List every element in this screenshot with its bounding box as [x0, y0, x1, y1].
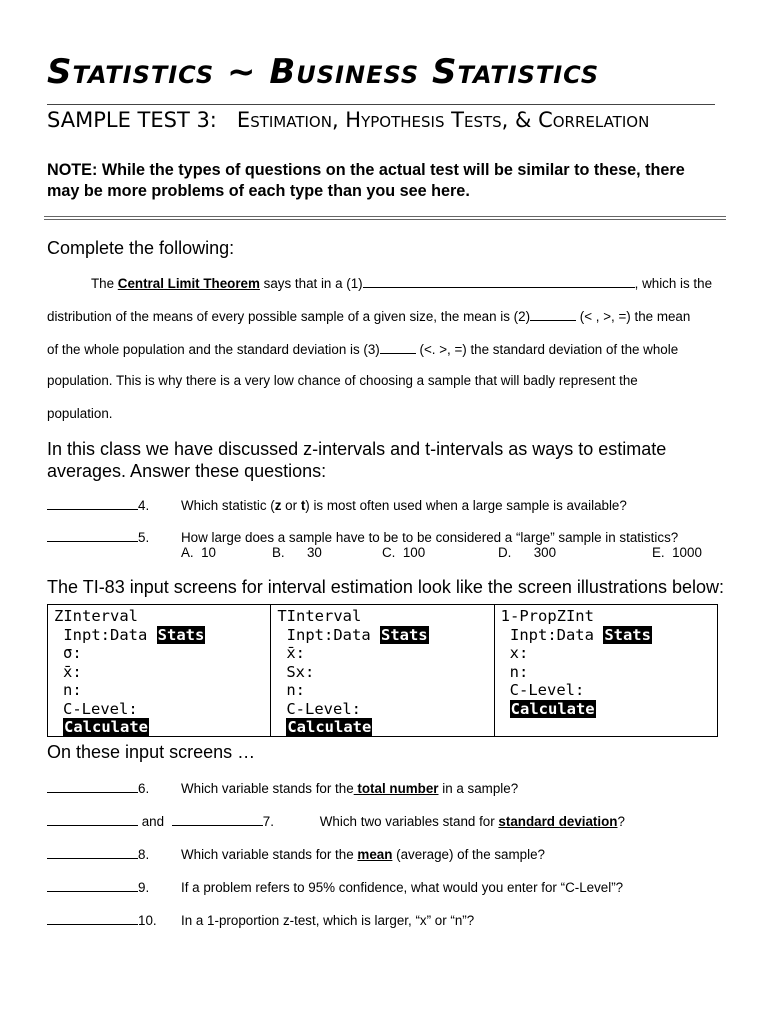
clt-text: , which is the [634, 276, 713, 291]
screen-zinterval [48, 605, 271, 736]
clt-text: (<. >, =) the standard deviation of the whole [415, 342, 679, 357]
question-text: ? [617, 814, 625, 829]
clt-text: (< , >, =) the mean [576, 309, 691, 324]
input-label: Inpt:Data [500, 625, 604, 644]
screen-line: x̄: [63, 662, 82, 681]
stats-option: Stats [157, 625, 205, 644]
calculate-option: Calculate [287, 718, 372, 736]
question-text: or [281, 498, 301, 513]
screen-line: n: [509, 662, 529, 681]
screen-line: σ: [63, 644, 82, 662]
question-5-options [181, 545, 716, 561]
clt-line-1 [91, 275, 712, 291]
clt-line-3 [47, 341, 678, 357]
clt-text: says that in a (1) [259, 276, 363, 291]
screen-line: n: [63, 681, 82, 699]
question-term: total number [353, 781, 439, 796]
answer-blank-7b[interactable] [172, 813, 263, 826]
screen-line: x̄: [286, 644, 305, 662]
section-divider [44, 216, 726, 220]
question-8 [47, 846, 545, 862]
question-number: 8. [138, 847, 150, 862]
ti83-heading: The TI-83 input screens for interval estimation look like the screen illustrations below: [47, 577, 724, 597]
screen-title: 1-PropZInt [500, 607, 594, 625]
document-subtitle [47, 108, 649, 132]
ti83-screens [47, 604, 718, 737]
question-term: mean [357, 847, 393, 862]
option-e[interactable] [652, 545, 702, 560]
question-6 [47, 780, 518, 796]
clt-text: The [91, 276, 118, 291]
question-text: Which statistic ( [181, 498, 275, 513]
screen-line [54, 626, 264, 645]
stats-option: Stats [604, 625, 651, 644]
question-text: How large does a sample have to be to be considered a “large” sample in statistics? [181, 530, 679, 545]
clt-text: distribution of the means of every possible sample of a given size, the mean is (2) [47, 309, 531, 324]
question-number: 9. [138, 880, 150, 895]
question-5 [47, 529, 678, 545]
question-text: in a sample? [438, 781, 519, 796]
option-letter: A. [181, 545, 194, 560]
calculate-option: Calculate [510, 699, 595, 718]
document-title: Statistics ~ Business Statistics [47, 52, 600, 92]
input-heading: On these input screens … [47, 742, 256, 762]
screen-title: ZInterval [54, 607, 138, 625]
option-value: 10 [201, 545, 217, 560]
note-text: NOTE: While the types of questions on the actual test will be similar to these, there may be more problems of each type than you see here. [47, 161, 685, 200]
answer-blank-5[interactable] [47, 529, 138, 542]
question-9 [47, 879, 623, 895]
question-text: Which variable stands for the [181, 781, 354, 796]
question-text: If a problem refers to 95% confidence, what would you enter for “C-Level”? [181, 880, 624, 895]
question-number: 7. [262, 814, 274, 829]
clt-line-2 [47, 308, 690, 324]
question-7 [47, 813, 625, 829]
question-text: and [138, 814, 168, 829]
answer-blank-10[interactable] [47, 912, 138, 925]
screen-line: C-Level: [286, 699, 361, 718]
input-label: Inpt:Data [277, 625, 380, 644]
interval-heading [47, 438, 666, 482]
screen-line: n: [286, 681, 305, 699]
answer-blank-4[interactable] [47, 497, 138, 510]
screen-line: C-Level: [509, 681, 585, 699]
z-symbol: z [274, 498, 282, 513]
question-text: In a 1-proportion z-test, which is larger, “x” or “n”? [181, 913, 475, 928]
question-text: Which variable stands for the [181, 847, 358, 862]
clt-line-5: population. [47, 406, 113, 421]
answer-blank-8[interactable] [47, 846, 138, 859]
clt-term: Central Limit Theorem [117, 276, 260, 291]
question-text: (average) of the sample? [392, 847, 545, 862]
option-value: 100 [402, 545, 426, 560]
option-value: 300 [533, 545, 557, 560]
input-label: Inpt:Data [54, 625, 157, 644]
screen-line: C-Level: [63, 699, 138, 718]
screen-line [501, 700, 711, 719]
screen-line [54, 718, 264, 737]
screen-tinterval [271, 605, 494, 736]
screen-line: x: [509, 644, 529, 662]
question-4 [47, 497, 627, 513]
answer-blank-2[interactable] [530, 308, 576, 321]
answer-blank-6[interactable] [47, 780, 138, 793]
question-term: standard deviation [498, 814, 618, 829]
clt-line-4: population. This is why there is a very low chance of choosing a sample that will badly represent the [47, 373, 638, 388]
screen-1propzint [495, 605, 717, 736]
screen-line [501, 626, 711, 645]
answer-blank-9[interactable] [47, 879, 138, 892]
question-text: Which two variables stand for [319, 814, 499, 829]
option-value: 30 [306, 545, 322, 560]
screen-line [277, 718, 487, 737]
question-10 [47, 912, 474, 928]
screen-line: Sx: [286, 662, 315, 681]
option-a[interactable] [181, 545, 216, 560]
interval-heading-line-2: averages. Answer these questions: [47, 461, 327, 481]
question-number: 10. [138, 913, 157, 928]
title-rule [47, 104, 715, 105]
subtitle-topic: Estimation, Hypothesis Tests, & Correlation [236, 108, 650, 132]
screen-title: TInterval [277, 607, 362, 625]
option-letter: B. [272, 545, 285, 560]
complete-heading: Complete the following: [47, 238, 235, 258]
t-symbol: t [300, 498, 306, 513]
answer-blank-3[interactable] [380, 341, 416, 354]
option-c[interactable] [382, 545, 425, 560]
question-number: 6. [138, 781, 150, 796]
question-number: 4. [138, 498, 150, 513]
option-letter: E. [652, 545, 665, 560]
question-number: 5. [138, 530, 150, 545]
answer-blank-7a[interactable] [47, 813, 138, 826]
interval-heading-line-1: In this class we have discussed z-intervals and t-intervals as ways to estimate [47, 439, 667, 459]
calculate-option: Calculate [64, 718, 148, 736]
subtitle-lead: SAMPLE TEST 3: [47, 108, 217, 132]
option-letter: D. [498, 545, 512, 560]
option-value: 1000 [672, 545, 702, 560]
option-b[interactable] [272, 545, 322, 560]
option-d[interactable] [498, 545, 556, 560]
clt-text: of the whole population and the standard deviation is (3) [47, 342, 380, 357]
option-letter: C. [382, 545, 396, 560]
answer-blank-1[interactable] [363, 275, 635, 288]
screen-line [277, 626, 487, 645]
stats-option: Stats [380, 625, 428, 644]
question-text: ) is most often used when a large sample is available? [305, 498, 627, 513]
